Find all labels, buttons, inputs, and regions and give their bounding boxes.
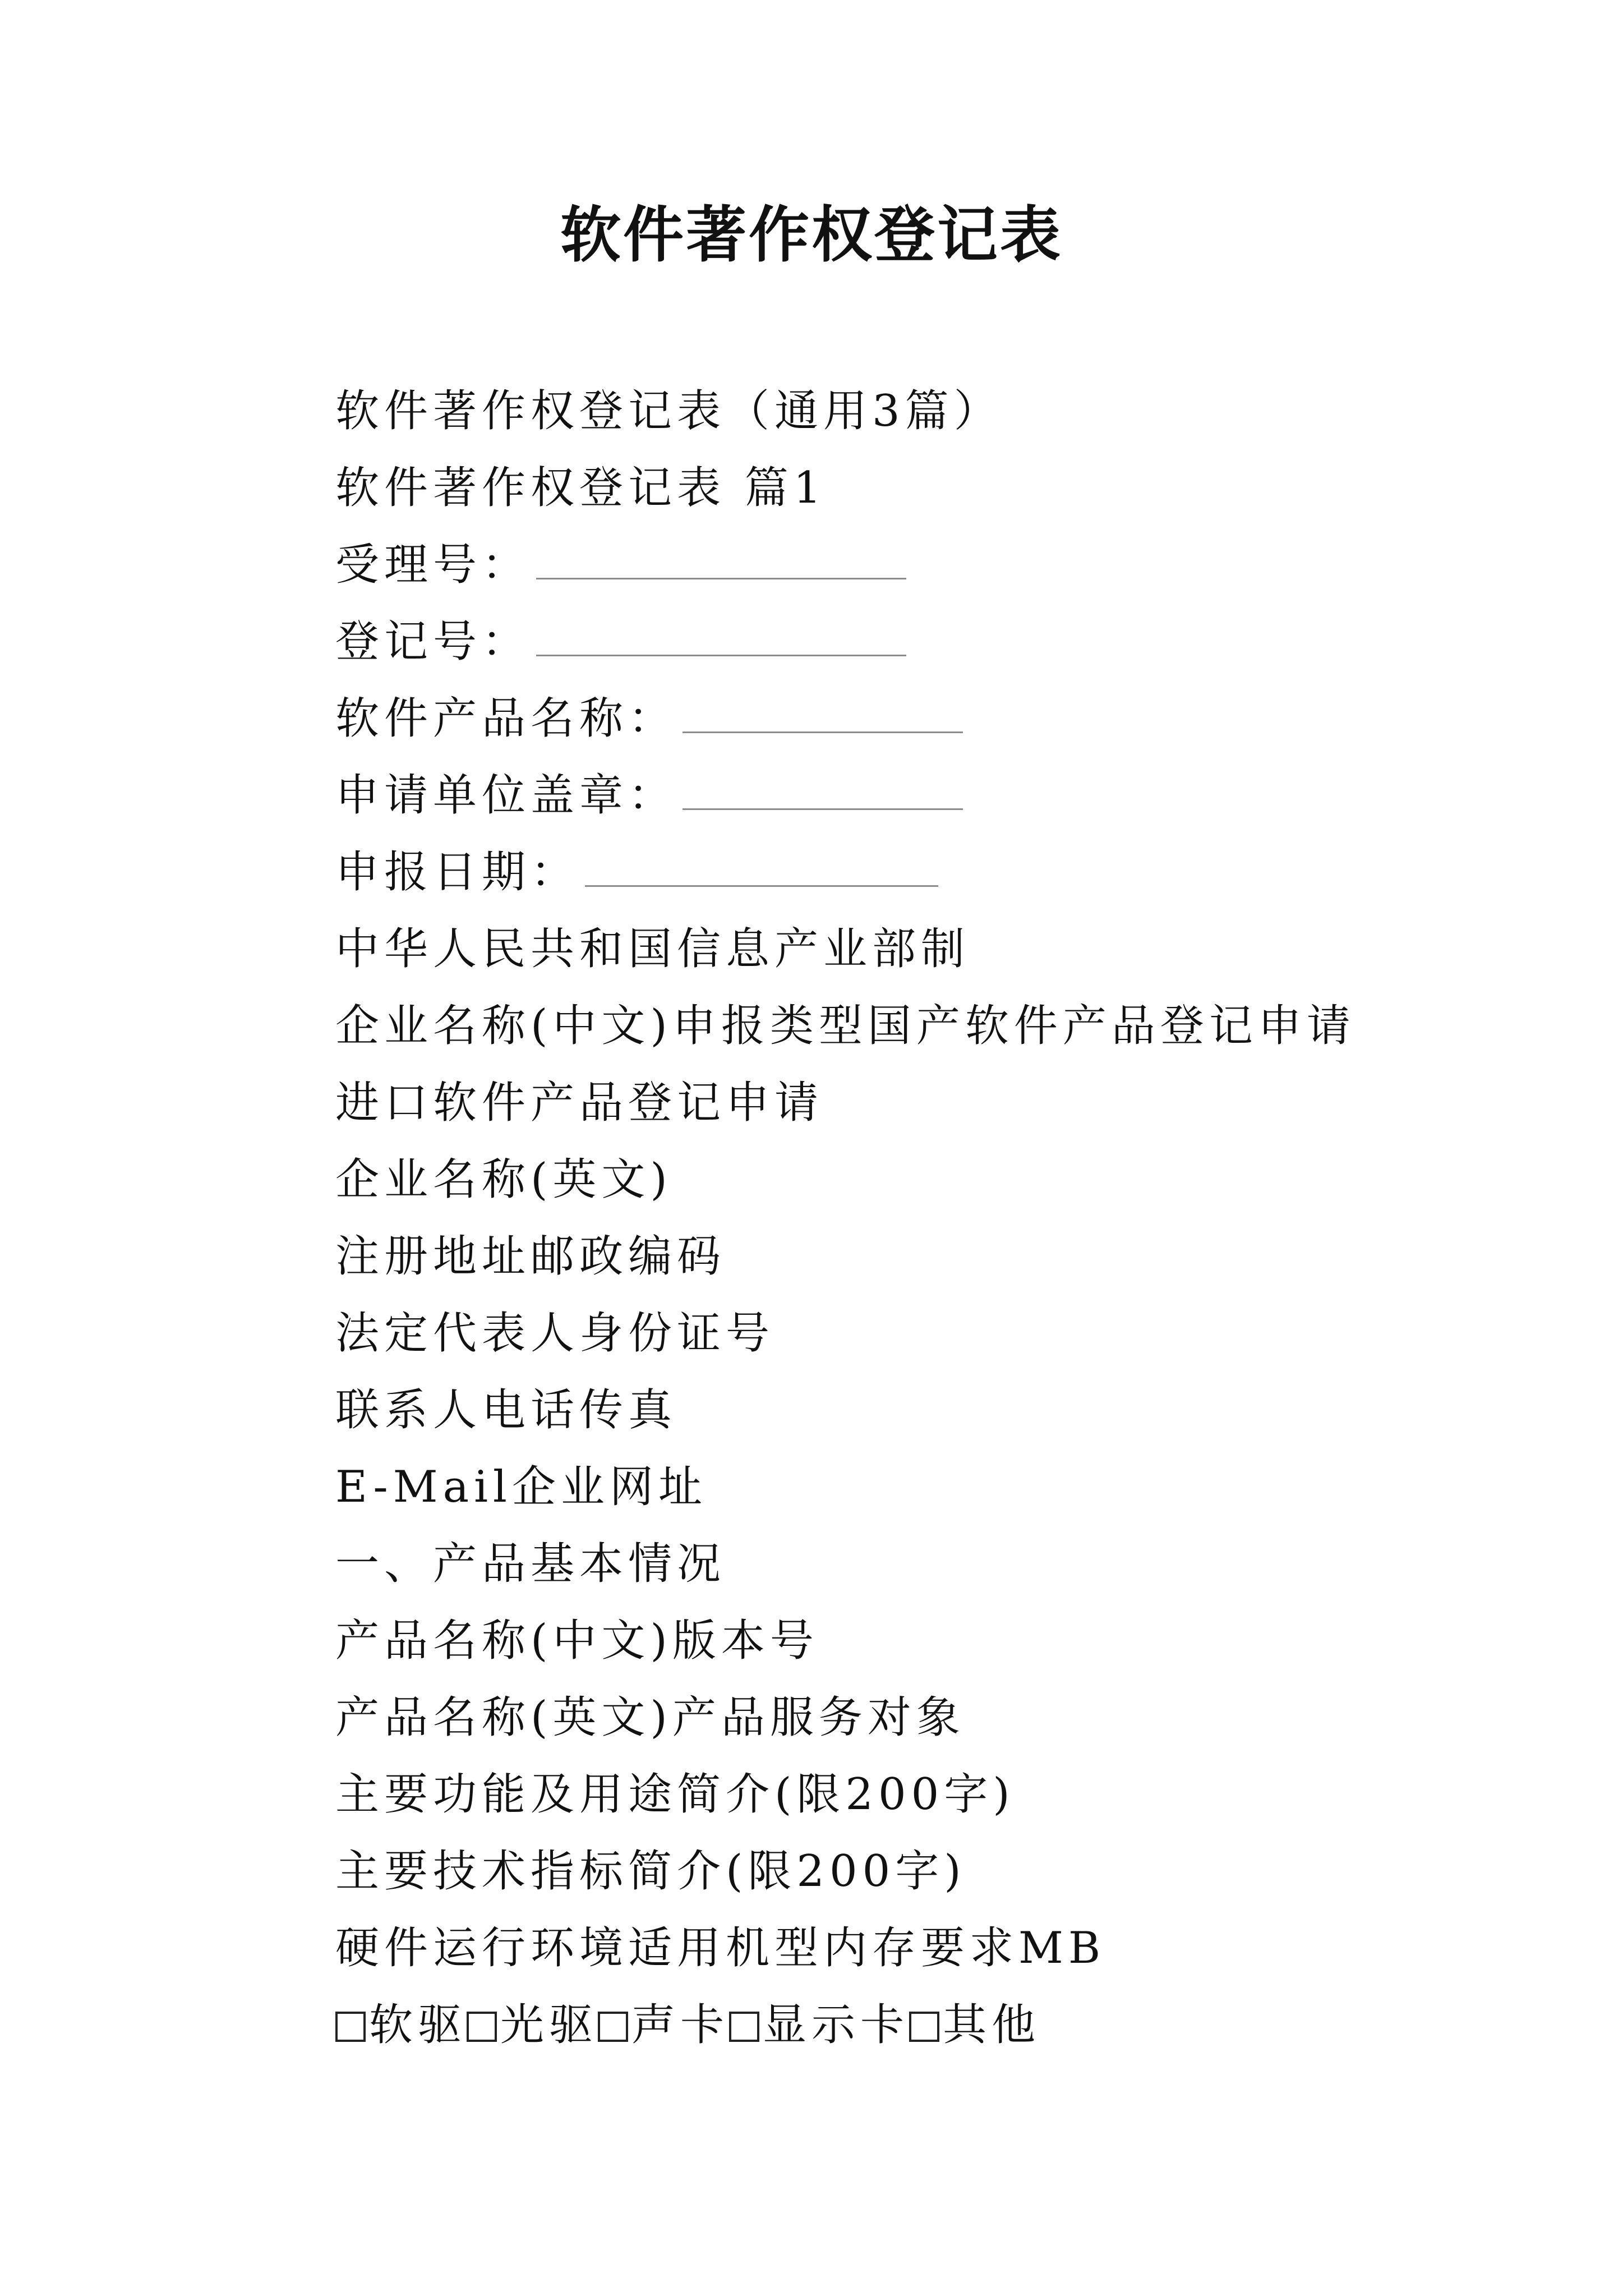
device-checkbox-row bbox=[335, 1987, 1569, 2064]
product-name-label: 软件产品名称： bbox=[335, 693, 677, 744]
company-en-line: 企业名称(英文) bbox=[335, 1154, 672, 1205]
section-one-heading: 一、产品基本情况 bbox=[335, 1539, 726, 1589]
other-label: 其他 bbox=[943, 2000, 1041, 2050]
product-name-blank[interactable] bbox=[683, 698, 963, 733]
acceptance-number-field bbox=[335, 527, 1569, 604]
registration-number-field bbox=[335, 604, 1569, 680]
product-name-field bbox=[335, 680, 1569, 757]
hardware-env-line: 硬件运行环境适用机型内存要求MB bbox=[335, 1923, 1106, 1973]
issuer-line: 中华人民共和国信息产业部制 bbox=[335, 924, 970, 974]
floppy-label: 软驱 bbox=[369, 2000, 467, 2050]
floppy-checkbox[interactable] bbox=[335, 2012, 366, 2042]
optical-checkbox[interactable] bbox=[467, 2012, 497, 2042]
display-card-checkbox[interactable] bbox=[729, 2012, 759, 2042]
document-body bbox=[335, 373, 1569, 2064]
company-cn-type-line: 企业名称(中文)申报类型国产软件产品登记申请 bbox=[335, 1001, 1355, 1051]
apply-date-label: 申报日期： bbox=[335, 847, 580, 898]
tech-intro-line: 主要技术指标简介(限200字) bbox=[335, 1846, 966, 1897]
applicant-seal-field bbox=[335, 757, 1569, 834]
import-apply-line: 进口软件产品登记申请 bbox=[335, 1078, 824, 1128]
display-card-label: 显示卡 bbox=[763, 2000, 910, 2050]
registration-number-label: 登记号： bbox=[335, 616, 531, 667]
product-cn-version-line: 产品名称(中文)版本号 bbox=[335, 1616, 819, 1666]
optical-label: 光驱 bbox=[500, 2000, 598, 2050]
apply-date-blank[interactable] bbox=[585, 852, 938, 887]
apply-date-field bbox=[335, 834, 1569, 911]
acceptance-number-label: 受理号： bbox=[335, 540, 531, 590]
sound-card-label: 声卡 bbox=[631, 2000, 730, 2050]
contact-phone-fax-line: 联系人电话传真 bbox=[335, 1385, 677, 1435]
applicant-seal-blank[interactable] bbox=[683, 775, 963, 810]
document-subtitle: 软件著作权登记表（通用3篇） bbox=[335, 386, 1003, 436]
function-intro-line: 主要功能及用途简介(限200字) bbox=[335, 1769, 1015, 1820]
email-website-line: E-Mail企业网址 bbox=[335, 1462, 708, 1512]
applicant-seal-label: 申请单位盖章： bbox=[335, 770, 677, 821]
registration-number-blank[interactable] bbox=[536, 621, 906, 656]
address-postcode-line: 注册地址邮政编码 bbox=[335, 1231, 726, 1282]
product-en-service-line: 产品名称(英文)产品服务对象 bbox=[335, 1692, 965, 1743]
sound-card-checkbox[interactable] bbox=[598, 2012, 628, 2042]
legal-rep-id-line: 法定代表人身份证号 bbox=[335, 1308, 775, 1359]
acceptance-number-blank[interactable] bbox=[536, 544, 906, 579]
other-checkbox[interactable] bbox=[909, 2012, 939, 2042]
section-heading: 软件著作权登记表 篇1 bbox=[335, 463, 827, 513]
page-title: 软件著作权登记表 bbox=[560, 200, 1063, 270]
